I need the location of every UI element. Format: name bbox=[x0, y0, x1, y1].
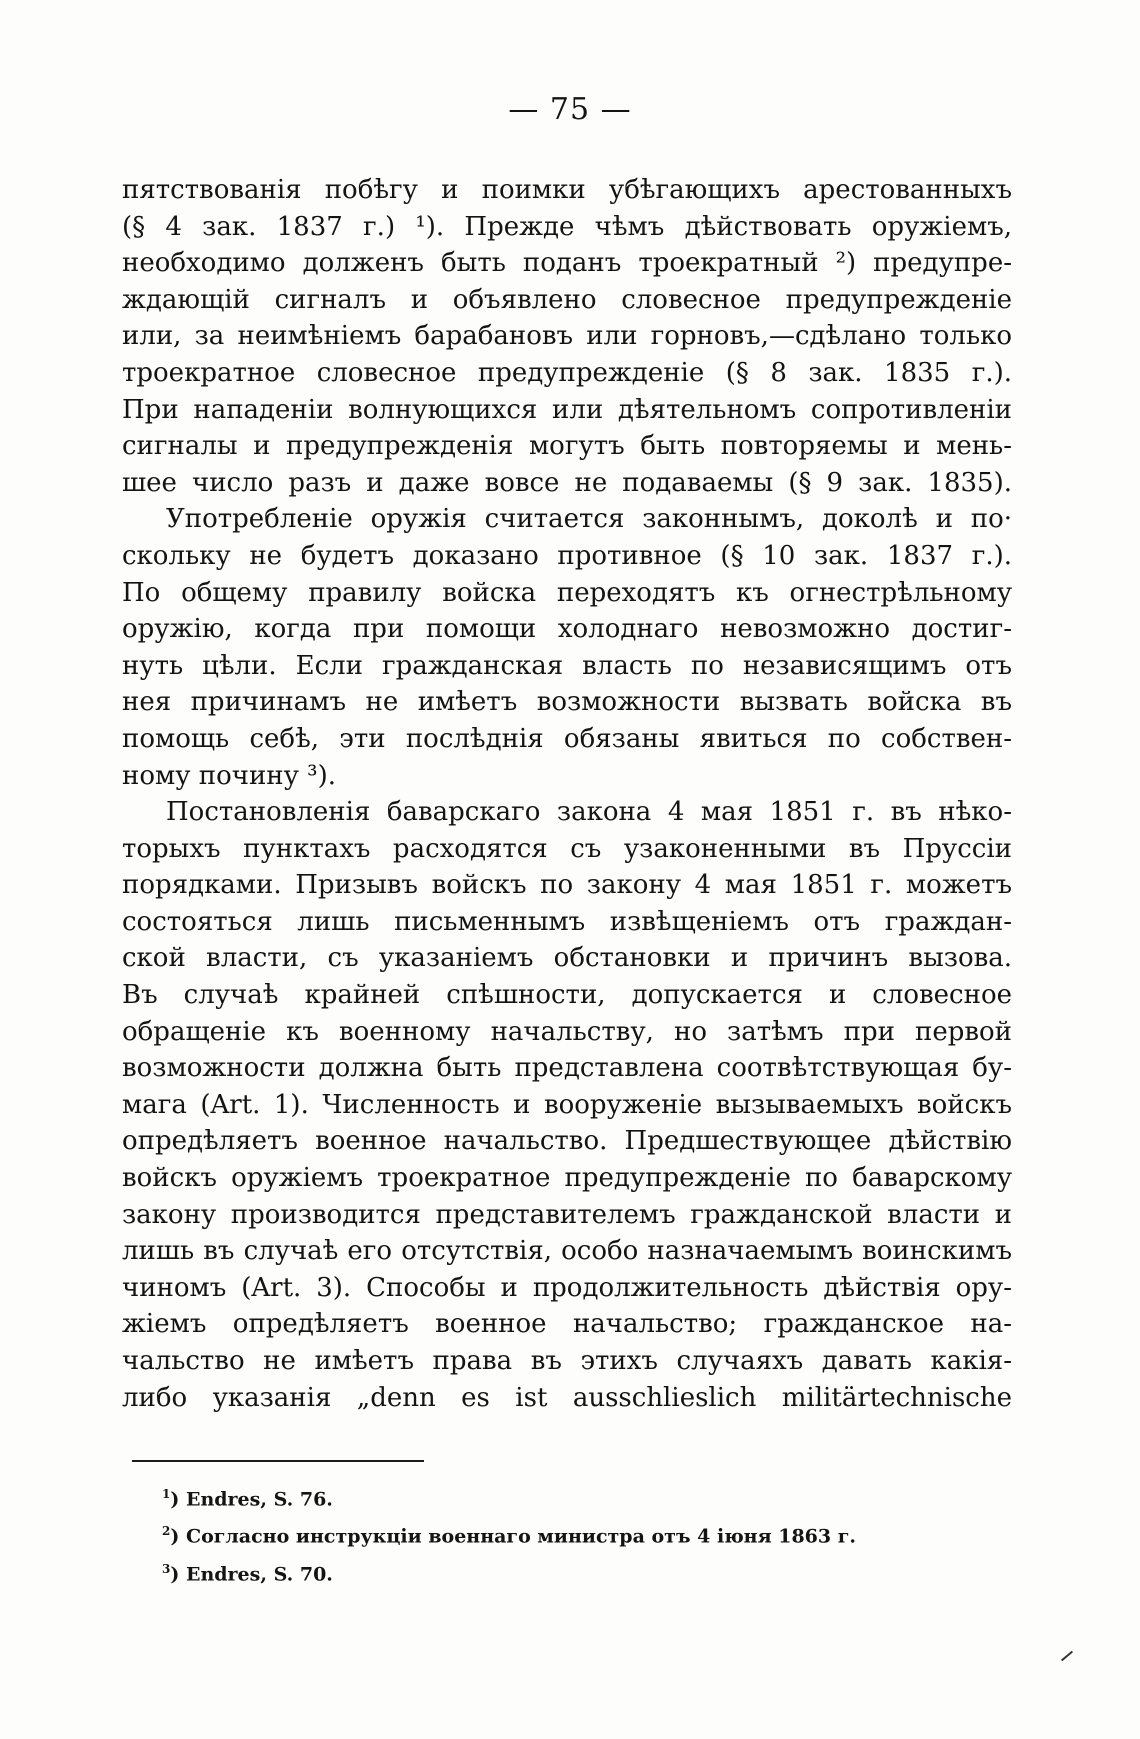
text-line: мага (Art. 1). Численность и вооруженіе вызываемыхъ войскъ bbox=[122, 1089, 1012, 1120]
footnote-text: ) Согласно инструкціи военнаго министра отъ 4 іюня 1863 г. bbox=[170, 1525, 856, 1548]
text-line: нуть цѣли. Если гражданская власть по независящимъ отъ bbox=[122, 650, 1012, 681]
text-line: оружію, когда при помощи холоднаго невозможно достиг- bbox=[122, 614, 1012, 645]
text-line: порядками. Призывъ войскъ по закону 4 мая 1851 г. можетъ bbox=[122, 870, 1012, 901]
text-line: торыхъ пунктахъ расходятся съ узаконенными въ Пруссіи bbox=[122, 833, 1012, 864]
text-line: необходимо долженъ быть поданъ троекратный ²) предупре- bbox=[122, 248, 1012, 279]
text-line: состояться лишь письменнымъ извѣщеніемъ отъ граждан- bbox=[122, 906, 1012, 937]
text-line: сигналы и предупрежденія могутъ быть повторяемы и мень- bbox=[122, 431, 1012, 462]
text-line: скольку не будетъ доказано противное (§ 10 зак. 1837 г.). bbox=[122, 540, 1012, 571]
text-line: лишь въ случаѣ его отсутствія, особо назначаемымъ воинскимъ bbox=[122, 1236, 1012, 1267]
text-line: троекратное словесное предупрежденіе (§ 8 зак. 1835 г.). bbox=[122, 357, 1012, 388]
text-line: Употребленіе оружія считается законнымъ, доколѣ и по· bbox=[166, 504, 1012, 535]
text-line: Въ случаѣ крайней спѣшности, допускается и словесное bbox=[122, 980, 1012, 1011]
text-line: ному почину ³). bbox=[122, 760, 336, 791]
footnote bbox=[162, 1515, 856, 1552]
text-line: ждающій сигналъ и объявлено словесное предупрежденіе bbox=[122, 284, 1012, 315]
text-line: чальство не имѣетъ права въ этихъ случаяхъ давать какія- bbox=[122, 1346, 1012, 1376]
footnote-mark: 2 bbox=[162, 1524, 171, 1539]
text-line: ской власти, съ указаніемъ обстановки и причинъ вызова. bbox=[122, 943, 1012, 974]
text-line: помощь себѣ, эти послѣднія обязаны явиться по собствен- bbox=[122, 723, 1012, 754]
text-line: жіемъ опредѣляетъ военное начальство; гражданское на- bbox=[122, 1309, 1012, 1340]
footnote-mark: 1 bbox=[162, 1487, 171, 1501]
text-line: чиномъ (Art. 3). Способы и продолжительность дѣйствія ору- bbox=[122, 1272, 1012, 1303]
footnotes bbox=[162, 1478, 856, 1590]
text-line: либо указанія „denn es ist ausschlieslich militärtechnische bbox=[122, 1382, 1012, 1413]
footnote-text: ) Endres, S. 76. bbox=[170, 1488, 333, 1511]
text-line: пятствованія побѣгу и поимки убѣгающихъ арестованныхъ bbox=[122, 175, 1012, 205]
footnote-text: ) Endres, S. 70. bbox=[170, 1562, 333, 1585]
text-line: При нападеніи волнующихся или дѣятельномъ сопротивленіи bbox=[122, 394, 1012, 425]
footnote-divider bbox=[132, 1460, 424, 1462]
text-line: или, за неимѣніемъ барабановъ или горновъ,—сдѣлано только bbox=[122, 321, 1012, 352]
text-line: войскъ оружіемъ троекратное предупрежденіе по баварскому bbox=[122, 1163, 1012, 1194]
footnote-mark: 3 bbox=[162, 1561, 171, 1576]
text-line: обращеніе къ военному начальству, но затѣмъ при первой bbox=[122, 1016, 1012, 1047]
text-line: Постановленія баварскаго закона 4 мая 1851 г. въ нѣко- bbox=[166, 797, 1012, 828]
text-line: возможности должна быть представлена соотвѣтствующая бу- bbox=[122, 1053, 1012, 1084]
body-text bbox=[122, 172, 1012, 1416]
footnote bbox=[162, 1478, 856, 1515]
text-line: нея причинамъ не имѣетъ возможности вызвать войска въ bbox=[122, 687, 1012, 718]
text-line: шее число разъ и даже вовсе не подаваемы (§ 9 зак. 1835). bbox=[122, 467, 1012, 498]
text-line: По общему правилу войска переходятъ къ огнестрѣльному bbox=[122, 577, 1012, 608]
text-line: опредѣляетъ военное начальство. Предшествующее дѣйствію bbox=[122, 1126, 1012, 1157]
page-number: — 75 — bbox=[508, 92, 632, 127]
footnote bbox=[162, 1553, 856, 1590]
text-line: закону производится представителемъ гражданской власти и bbox=[122, 1199, 1012, 1230]
text-line: (§ 4 зак. 1837 г.) ¹). Прежде чѣмъ дѣйствовать оружіемъ, bbox=[122, 211, 1012, 242]
pen-mark bbox=[1061, 1651, 1073, 1662]
